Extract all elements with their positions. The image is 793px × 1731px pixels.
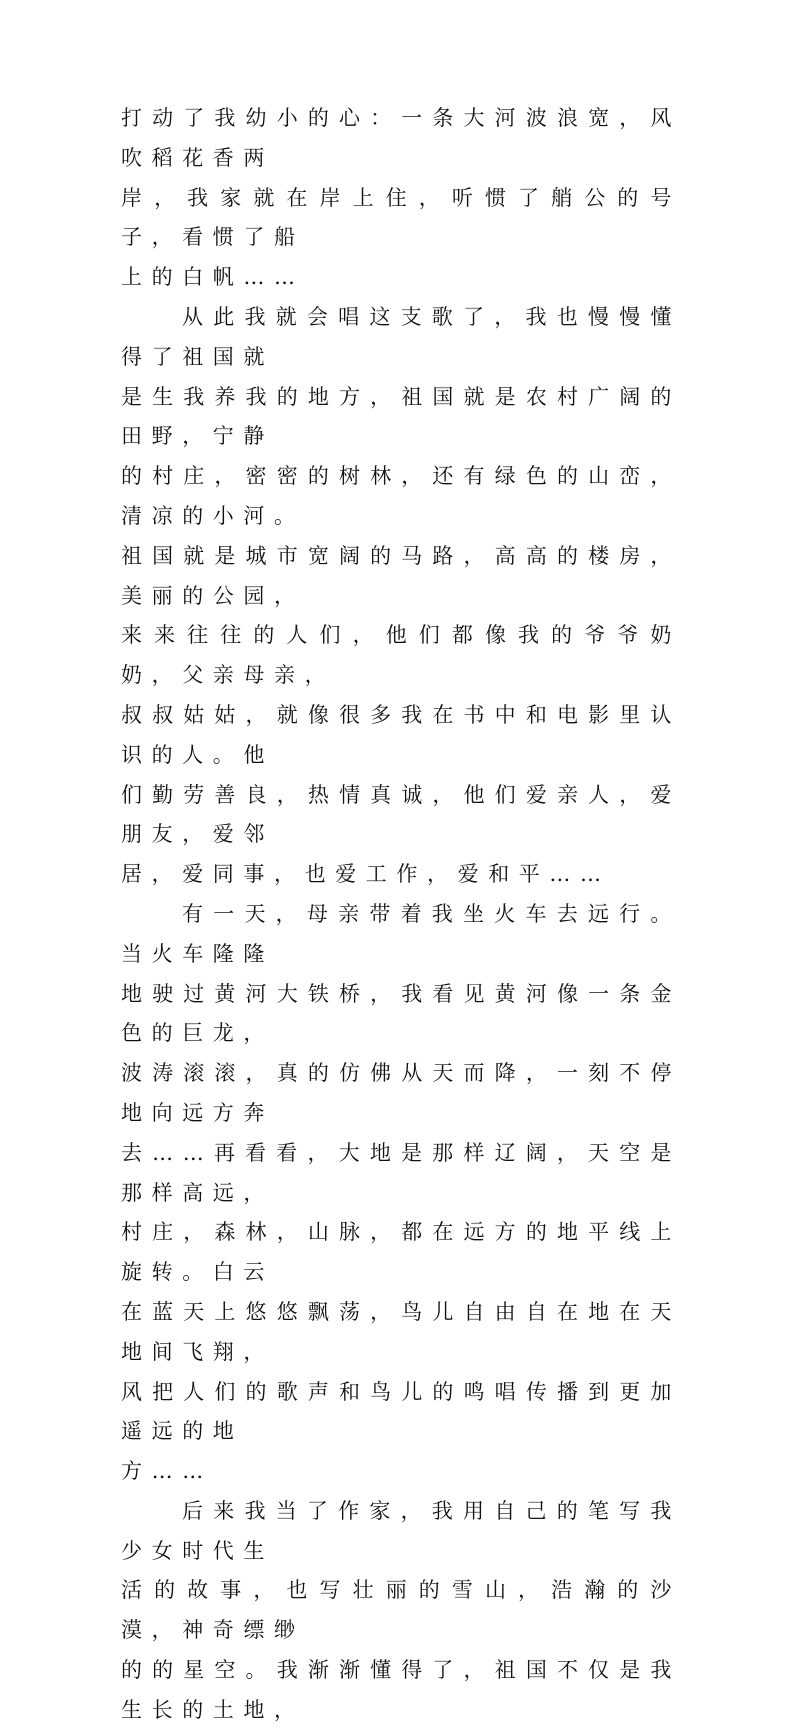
text-line: 有一天，母亲带着我坐火车去远行。当火车隆隆 (121, 901, 681, 966)
text-line: 居，爱同事，也爱工作，爱和平…… (121, 862, 611, 887)
text-line: 叔叔姑姑，就像很多我在书中和电影里认识的人。他 (121, 702, 681, 767)
text-line: 是生我养我的地方，祖国就是农村广阔的田野，宁静 (121, 384, 681, 449)
text-line: 岸，我家就在岸上住，听惯了艄公的号子，看惯了船 (121, 185, 681, 250)
paragraph-3 (121, 895, 681, 1492)
paragraph-2 (121, 298, 681, 895)
text-line: 从此我就会唱这支歌了，我也慢慢懂得了祖国就 (121, 304, 681, 369)
text-line: 风把人们的歌声和鸟儿的鸣唱传播到更加遥远的地 (121, 1379, 681, 1444)
text-line: 的村庄，密密的树林，还有绿色的山峦，清凉的小河。 (121, 464, 681, 528)
text-line: 上的白帆…… (121, 265, 305, 290)
paragraph-4 (121, 1492, 681, 1731)
text-line: 波涛滚滚，真的仿佛从天而降，一刻不停地向远方奔 (121, 1061, 681, 1125)
document-page (121, 99, 681, 1731)
paragraph-1 (121, 99, 681, 298)
text-line: 们勤劳善良，热情真诚，他们爱亲人，爱朋友，爱邻 (121, 782, 681, 847)
text-line: 后来我当了作家，我用自己的笔写我少女时代生 (121, 1498, 681, 1563)
text-line: 方…… (121, 1459, 213, 1484)
text-line: 来来往往的人们，他们都像我的爷爷奶奶，父亲母亲， (121, 623, 681, 688)
text-line: 去……再看看，大地是那样辽阔，天空是那样高远， (121, 1140, 681, 1205)
text-line: 地驶过黄河大铁桥，我看见黄河像一条金色的巨龙， (121, 981, 681, 1046)
text-line: 祖国就是城市宽阔的马路，高高的楼房，美丽的公园， (121, 543, 681, 608)
text-line: 打动了我幼小的心：一条大河波浪宽，风吹稻花香两 (121, 106, 681, 170)
text-line: 活的故事，也写壮丽的雪山，浩瀚的沙漠，神奇缥缈 (121, 1578, 681, 1643)
text-line: 在蓝天上悠悠飘荡，鸟儿自由自在地在天地间飞翔， (121, 1299, 681, 1364)
text-line: 村庄，森林，山脉，都在远方的地平线上旋转。白云 (121, 1220, 681, 1285)
text-line: 的的星空。我渐渐懂得了，祖国不仅是我生长的土地， (121, 1658, 681, 1722)
